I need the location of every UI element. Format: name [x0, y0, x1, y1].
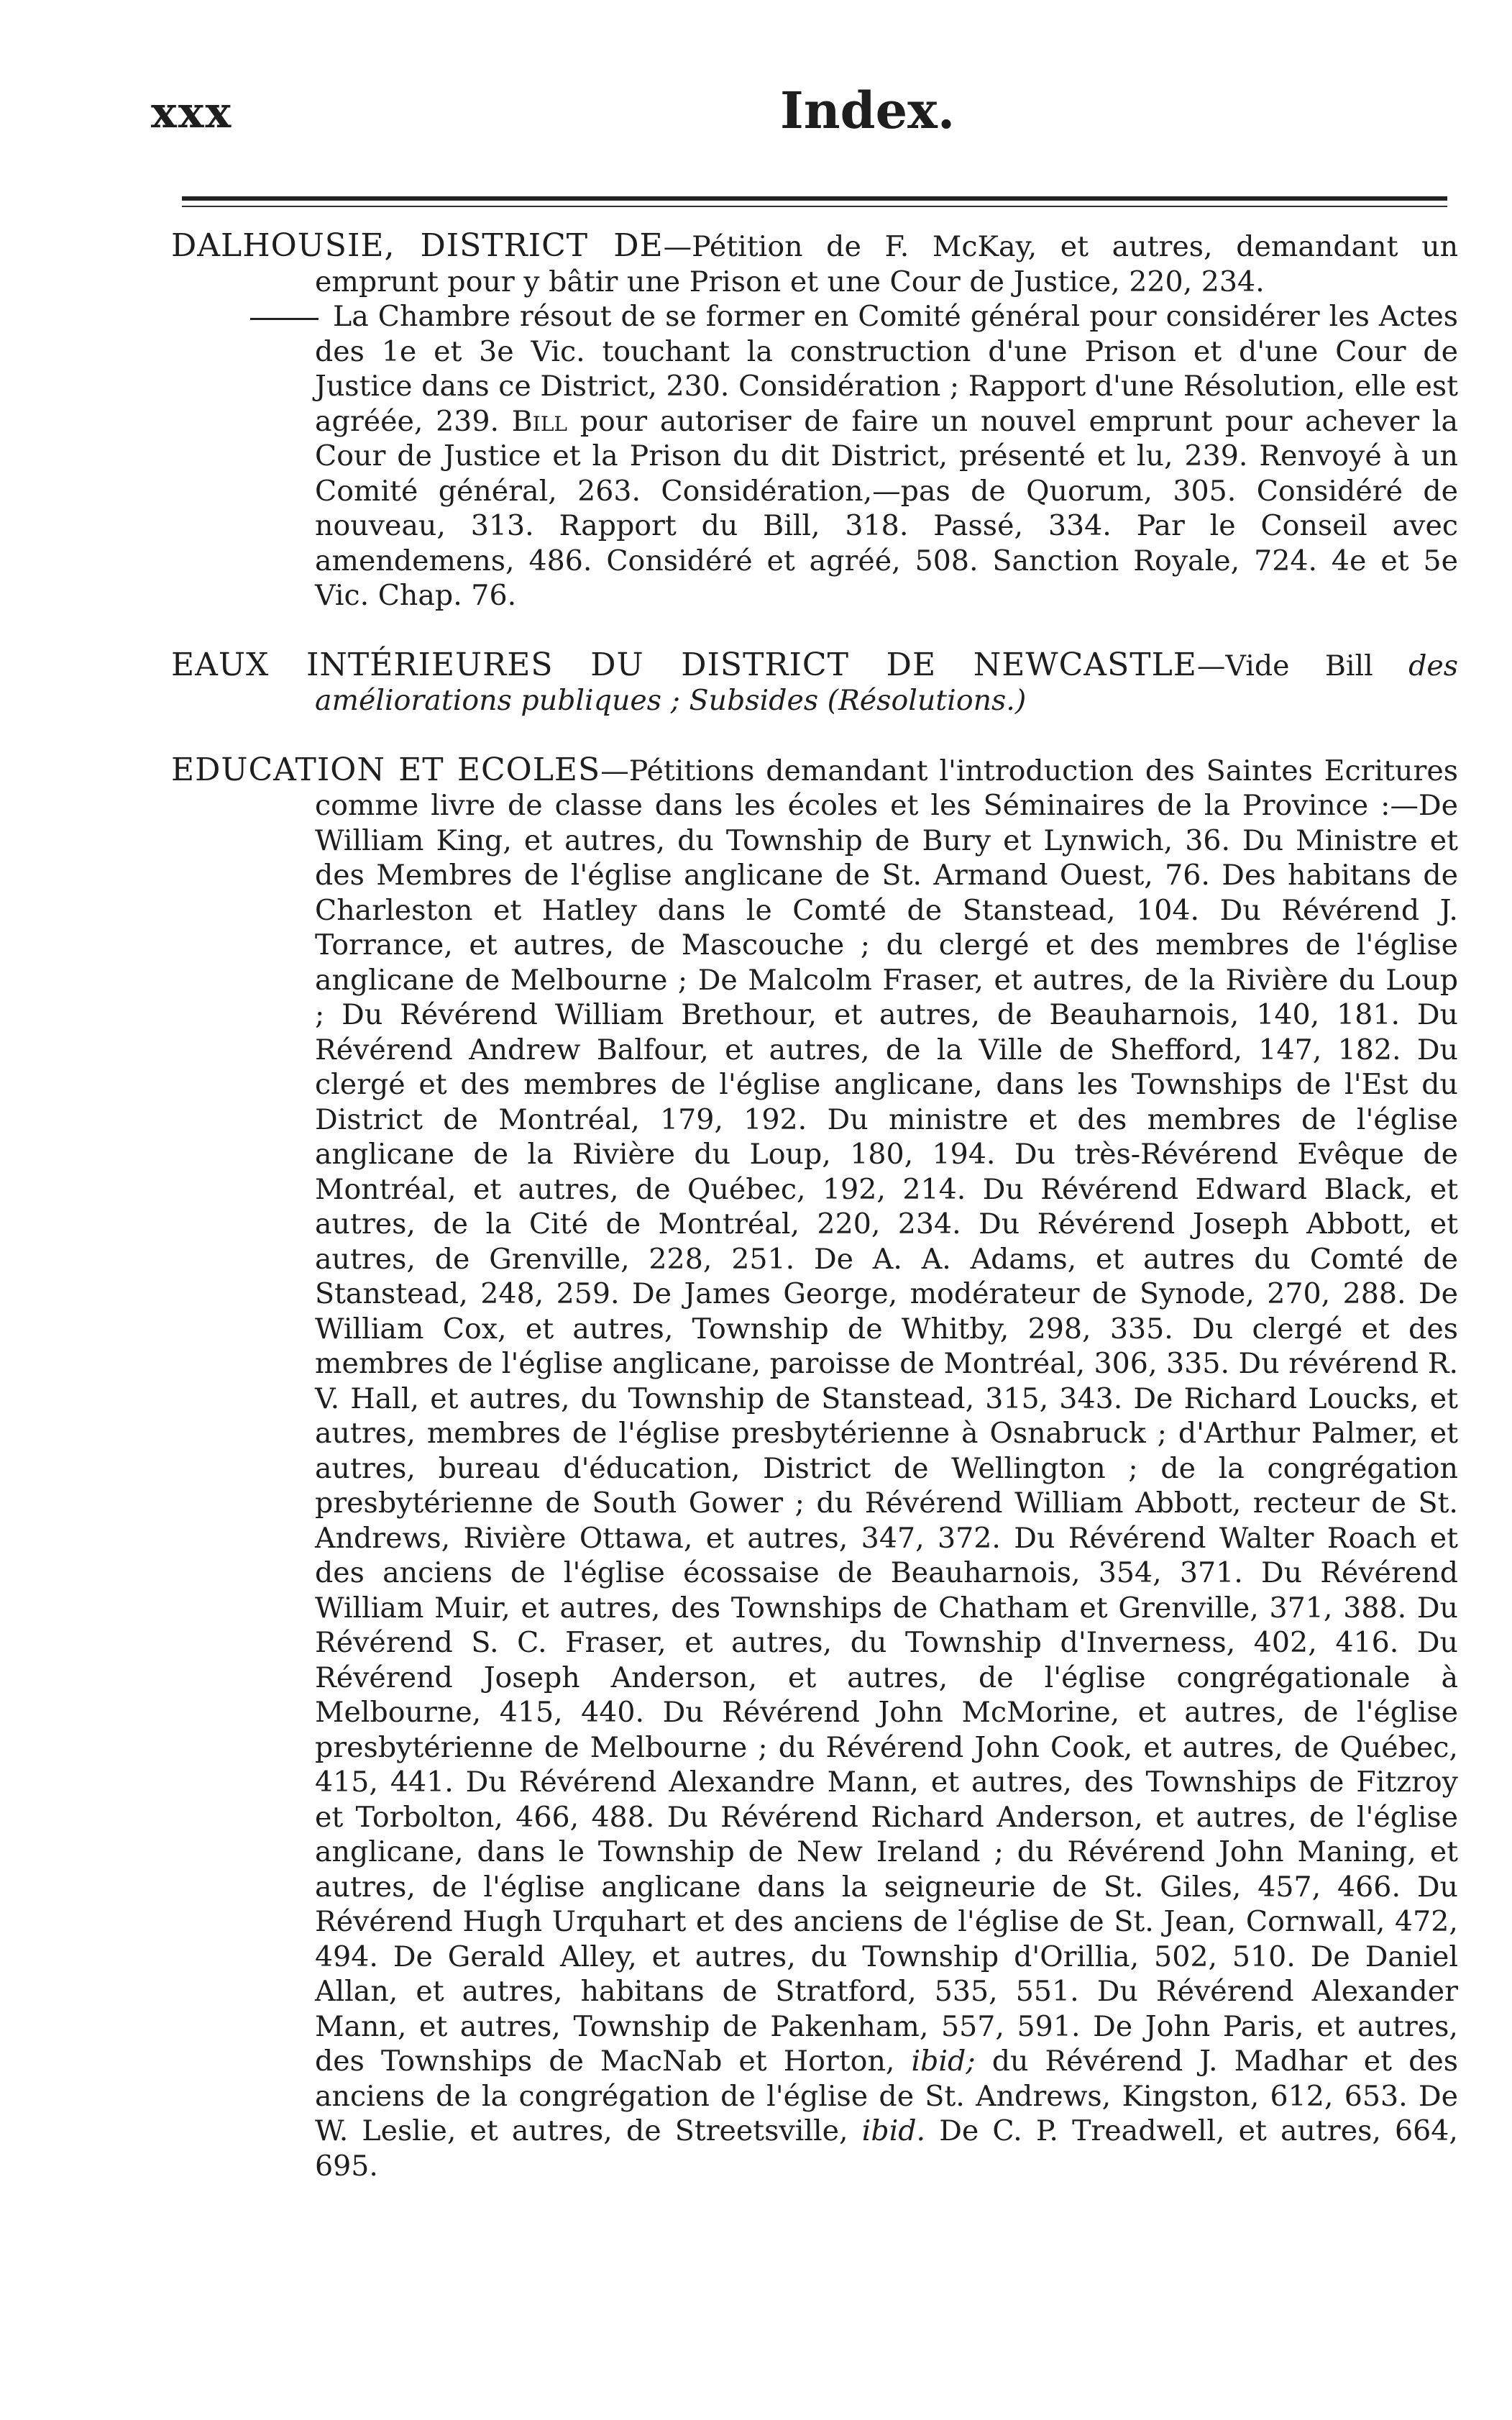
header-rule-thin [182, 206, 1447, 207]
index-entry-education [171, 753, 1458, 2184]
entry-italic-reference: des améliorations publiques ; Subsides (Résolutions.) [315, 649, 1458, 717]
entry-headword: DALHOUSIE, DISTRICT DE [171, 227, 664, 264]
index-subentry-dalhousie [171, 299, 1458, 613]
ibid-reference: ibid; [911, 2045, 976, 2078]
page-number: xxx [151, 88, 233, 138]
index-entry-eaux [171, 648, 1458, 718]
bill-label: Bill [511, 404, 568, 438]
entry-text-c: De C. P. Treadwell, et autres, 664, 695. [315, 2114, 1458, 2183]
entry-text-a: —Pétitions demandant l'introduction des Saintes Ecritures comme livre de classe dans les écoles et les Séminaires de la Province :—De William King, et autres, du Township de Bury et Lynwich, 36. Du Ministre et des Membres de l'église anglicane de St. Armand Ouest, 76. Des habitans de Charleston et Hatley dans le Comté de Stanstead, 104. Du Révérend J. Torrance, et autres, de Mascouche ; du clergé et des membres de l'église anglicane de Melbourne ; De Malcolm Fraser, et autres, de la Rivière du Loup ; Du Révérend William Brethour, et autres, de Beauharnois, 140, 181. Du Révérend Andrew Balfour, et autres, de la Ville de Shefford, 147, 182. Du clergé et des membres de l'église anglicane, dans les Townships de l'Est du District de Montréal, 179, 192. Du ministre et des membres de l'église anglicane de la Rivière du Loup, 180, 194. Du très-Révérend Evêque de Montréal, et autres, de Québec, 192, 214. Du Révérend Edward Black, et autres, de la Cité de Montréal, 220, 234. Du Révérend Joseph Abbott, et autres, de Grenville, 228, 251. De A. A. Adams, et autres du Comté de Stanstead, 248, 259. De James George, modérateur de Synode, 270, 288. De William Cox, et autres, Township de Whitby, 298, 335. Du clergé et des membres de l'église anglicane, paroisse de Montréal, 306, 335. Du révérend R. V. Hall, et autres, du Township de Stanstead, 315, 343. De Richard Loucks, et autres, membres de l'église presbytérienne à Osnabruck ; d'Arthur Palmer, et autres, bureau d'éducation, District de Wellington ; de la congrégation presbytérienne de South Gower ; du Révérend William Abbott, recteur de St. Andrews, Rivière Ottawa, et autres, 347, 372. Du Révérend Walter Roach et des anciens de l'église écossaise de Beauharnois, 354, 371. Du Révérend William Muir, et autres, des Townships de Chatham et Grenville, 371, 388. Du Révérend S. C. Fraser, et autres, du Township d'Inverness, 402, 416. Du Révérend Joseph Anderson, et autres, de l'église congrégationale à Melbourne, 415, 440. Du Révérend John McMorine, et autres, de l'église presbytérienne de Melbourne ; du Révérend John Cook, et autres, de Québec, 415, 441. Du Révérend Alexandre Mann, et autres, des Townships de Fitzroy et Torbolton, 466, 488. Du Révérend Richard Anderson, et autres, de l'église anglicane, dans le Township de New Ireland ; du Révérend John Maning, et autres, de l'église anglicane dans la seigneurie de St. Giles, 457, 466. Du Révérend Hugh Urquhart et des anciens de l'église de St. Jean, Cornwall, 472, 494. De Gerald Alley, et autres, du Township d'Orillia, 502, 510. De Daniel Allan, et autres, habitans de Stratford, 535, 551. Du Révérend Alexander Mann, et autres, Township de Pakenham, 557, 591. De John Paris, et autres, des Townships de MacNab et Horton, [315, 754, 1459, 2078]
entry-text: —Pétition de F. McKay, et autres, demandant un emprunt pour y bâtir une Prison et une Cour de Justice, 220, 234. [315, 230, 1459, 298]
header-rule-thick [182, 196, 1447, 201]
subentry-text-b: pour autoriser de faire un nouvel emprunt pour achever la Cour de Justice et la Prison du dit District, présenté et lu, 239. Renvoyé à un Comité général, 263. Considération,—pas de Quorum, 305. Considéré de nouveau, 313. Rapport du Bill, 318. Passé, 334. Par le Conseil avec amendemens, 486. Considéré et agréé, 508. Sanction Royale, 724. 4e et 5e Vic. Chap. 76. [315, 404, 1459, 612]
entry-headword: EDUCATION ET ECOLES [171, 751, 601, 788]
page-title: Index. [780, 81, 956, 140]
continuation-dash [250, 318, 319, 320]
entry-text-b: du Révérend J. Madhar et des anciens de la congrégation de l'église de St. Andrews, Kingston, 612, 653. De W. Leslie, et autres, de Streetsville, [315, 2045, 1458, 2147]
entry-headword: EAUX INTÉRIEURES DU DISTRICT DE NEWCASTLE [171, 646, 1197, 683]
subentry-text-a: La Chambre résout de se former en Comité général pour considérer les Actes des 1e et 3e Vic. touchant la construction d'une Prison et d'une Cour de Justice dans ce District, 230. Considération ; Rapport d'une Résolution, elle est agréée, 239. [315, 300, 1458, 438]
ibid-reference: ibid. [861, 2114, 926, 2147]
entry-text: —Vide Bill [1196, 649, 1373, 682]
index-entry-dalhousie [171, 229, 1458, 299]
index-body [171, 229, 1458, 2183]
